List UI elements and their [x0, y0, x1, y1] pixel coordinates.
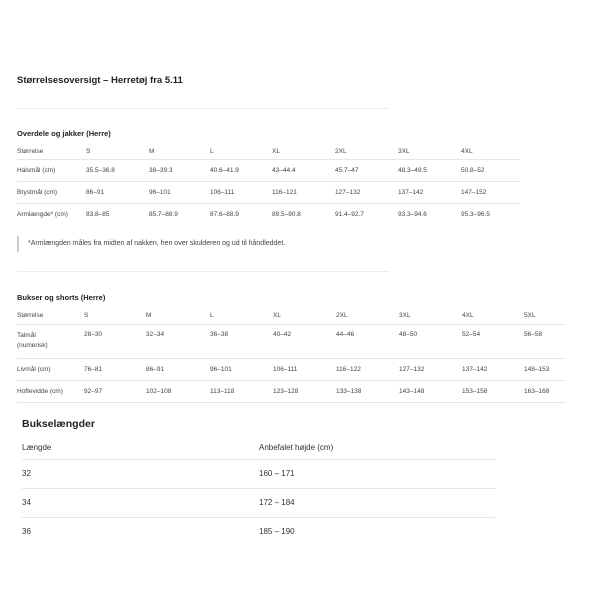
table-cell: 32–34 — [146, 324, 210, 358]
table-cell: 147–152 — [461, 181, 520, 203]
table-cell: 133–138 — [336, 380, 399, 402]
table-cell: 106–111 — [273, 358, 336, 380]
header-cell: L — [210, 308, 273, 324]
lengths-heading: Bukselængder — [22, 418, 95, 430]
row-label: Brystmål (cm) — [17, 181, 86, 203]
table-cell: 102–108 — [146, 380, 210, 402]
table-cell: 43–44.4 — [272, 159, 335, 181]
table-cell: 185 – 190 — [259, 527, 295, 537]
table-cell: 160 – 171 — [259, 459, 495, 488]
table-cell: 91.4–92.7 — [335, 210, 364, 218]
table-cell: 48.3–49.5 — [398, 159, 461, 181]
table-cell: 127–132 — [399, 358, 462, 380]
table-cell: 34 — [22, 488, 259, 517]
sleeve-note: *Armlængden måles fra midten af nakken, hen over skulderen og ud til håndleddet. — [17, 236, 285, 252]
header-cell: Størrelse — [17, 144, 86, 159]
header-cell: M — [149, 144, 210, 159]
table-row — [22, 517, 495, 546]
table-cell: 36 — [22, 527, 31, 537]
table-cell: 28–30 — [84, 324, 146, 358]
table-row — [22, 488, 495, 517]
header-cell: XL — [273, 308, 336, 324]
table-cell: 96–101 — [210, 358, 273, 380]
table-cell: 48–50 — [399, 324, 462, 358]
table-cell: 153–158 — [462, 380, 524, 402]
bottoms-heading: Bukser og shorts (Herre) — [17, 293, 106, 302]
table-cell: 85.7–88.9 — [149, 210, 178, 218]
table-cell: 163–168 — [524, 380, 566, 402]
header-cell: 3XL — [398, 144, 461, 159]
table-row — [17, 203, 520, 225]
table-cell: 40–42 — [273, 324, 336, 358]
bottoms-size-table — [17, 308, 566, 403]
tops-heading: Overdele og jakker (Herre) — [17, 129, 111, 138]
header-cell: 4XL — [461, 144, 520, 159]
table-cell: 40.6–41.9 — [210, 159, 272, 181]
table-row — [17, 380, 566, 402]
table-row — [17, 159, 520, 181]
row-label: Talmål (numerisk) — [17, 324, 84, 358]
table-cell: 56–58 — [524, 324, 566, 358]
row-label: Hoftevidde (cm) — [17, 380, 84, 402]
header-cell: 4XL — [462, 308, 524, 324]
table-cell: 127–132 — [335, 181, 398, 203]
table-cell: 50.8–52 — [461, 159, 520, 181]
header-cell: XL — [272, 144, 335, 159]
table-cell: 52–54 — [462, 324, 524, 358]
table-row — [17, 181, 520, 203]
header-cell: Længde — [22, 437, 259, 459]
table-cell: 83.8–85 — [86, 210, 110, 218]
header-cell: S — [86, 144, 149, 159]
header-cell: S — [84, 308, 146, 324]
table-cell: 87.6–88.9 — [210, 210, 239, 218]
table-cell: 106–111 — [210, 181, 272, 203]
table-header-row — [22, 437, 495, 459]
header-cell: Anbefalet højde (cm) — [259, 437, 495, 459]
row-label: Livmål (cm) — [17, 358, 84, 380]
table-cell: 32 — [22, 459, 259, 488]
divider — [17, 271, 389, 272]
table-cell: 76–81 — [84, 358, 146, 380]
tops-size-table — [17, 144, 520, 225]
table-header-row — [17, 144, 520, 159]
header-cell: Størrelse — [17, 308, 84, 324]
header-cell: 3XL — [399, 308, 462, 324]
table-cell: 86–91 — [146, 358, 210, 380]
table-cell: 44–46 — [336, 324, 399, 358]
table-header-row — [17, 308, 566, 324]
table-cell: 137–142 — [462, 358, 524, 380]
table-cell: 89.5–90.8 — [272, 210, 301, 218]
table-cell: 96–101 — [149, 181, 210, 203]
table-cell: 148–153 — [524, 358, 566, 380]
table-cell: 45.7–47 — [335, 159, 398, 181]
row-label: Halsmål (cm) — [17, 159, 86, 181]
table-cell: 116–122 — [336, 358, 399, 380]
header-cell: 2XL — [335, 144, 398, 159]
header-cell: 2XL — [336, 308, 399, 324]
table-cell: 137–142 — [398, 181, 461, 203]
lengths-table — [22, 437, 495, 546]
table-cell: 143–148 — [399, 380, 462, 402]
table-cell: 116–121 — [272, 181, 335, 203]
table-cell: 123–128 — [273, 380, 336, 402]
table-row — [22, 459, 495, 488]
table-cell: 36–38 — [210, 324, 273, 358]
table-cell: 92–97 — [84, 380, 146, 402]
table-row — [17, 324, 566, 358]
header-cell: L — [210, 144, 272, 159]
table-cell: 86–91 — [86, 181, 149, 203]
row-label: Armlængde* (cm) — [17, 210, 68, 218]
header-cell: 5XL — [524, 308, 566, 324]
page-title: Størrelsesoversigt – Herretøj fra 5.11 — [17, 75, 183, 86]
table-cell: 93.3–94.6 — [398, 210, 427, 218]
divider — [17, 108, 389, 109]
table-cell: 95.3–96.5 — [461, 210, 490, 218]
table-cell: 38–39.3 — [149, 159, 210, 181]
table-cell: 172 – 184 — [259, 488, 495, 517]
header-cell: M — [146, 308, 210, 324]
table-row — [17, 358, 566, 380]
table-cell: 35.5–36.8 — [86, 159, 149, 181]
table-cell: 113–118 — [210, 380, 273, 402]
